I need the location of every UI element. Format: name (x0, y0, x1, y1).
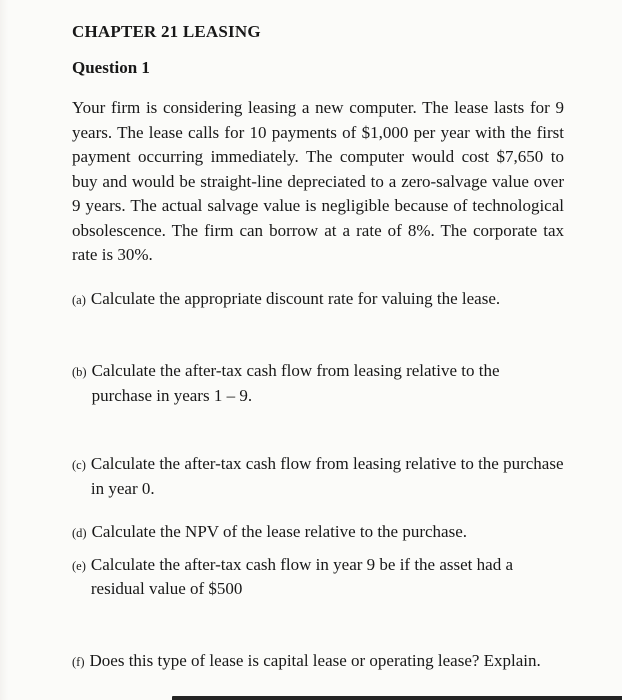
part-f-label: (f) (72, 654, 85, 669)
question-part-c (72, 452, 564, 501)
question-intro-paragraph: Your firm is considering leasing a new computer. The lease lasts for 9 years. The lease calls for 10 payments of $1,000 per year with the first payment occurring immediately. The computer would cost $7,650 to buy and would be straight-line depreciated to a zero-salvage value over 9 years. The actual salvage value is negligible because of technological obsolescence. The firm can borrow at a rate of 8%. The corporate tax rate is 30%. (72, 98, 564, 264)
part-a-label: (a) (72, 292, 86, 307)
question-part-e (72, 553, 564, 602)
part-d-text: Calculate the NPV of the lease relative to the purchase. (91, 522, 468, 541)
part-d-label: (d) (72, 526, 87, 540)
part-b-label: (b) (72, 365, 87, 379)
part-c-label: (c) (72, 458, 86, 472)
part-b-text: Calculate the after-tax cash flow from leasing relative to the purchase in years 1 – 9. (91, 361, 500, 405)
scan-edge-artifact (172, 696, 622, 700)
part-f-text: Does this type of lease is capital lease or operating lease? Explain. (89, 650, 541, 670)
question-part-b (72, 359, 564, 408)
part-c-text: Calculate the after-tax cash flow from leasing relative to the purchase in year 0. (90, 454, 564, 498)
question-part-d (72, 520, 564, 546)
question-title: Question 1 (72, 58, 150, 77)
question-part-a (72, 287, 564, 313)
part-a-text: Calculate the appropriate discount rate for valuing the lease. (90, 288, 501, 308)
part-e-label: (e) (72, 558, 86, 573)
part-e-text: Calculate the after-tax cash flow in year 9 be if the asset had a residual value of $500 (90, 554, 513, 598)
chapter-title: CHAPTER 21 LEASING (72, 22, 261, 41)
question-part-f (72, 649, 564, 675)
